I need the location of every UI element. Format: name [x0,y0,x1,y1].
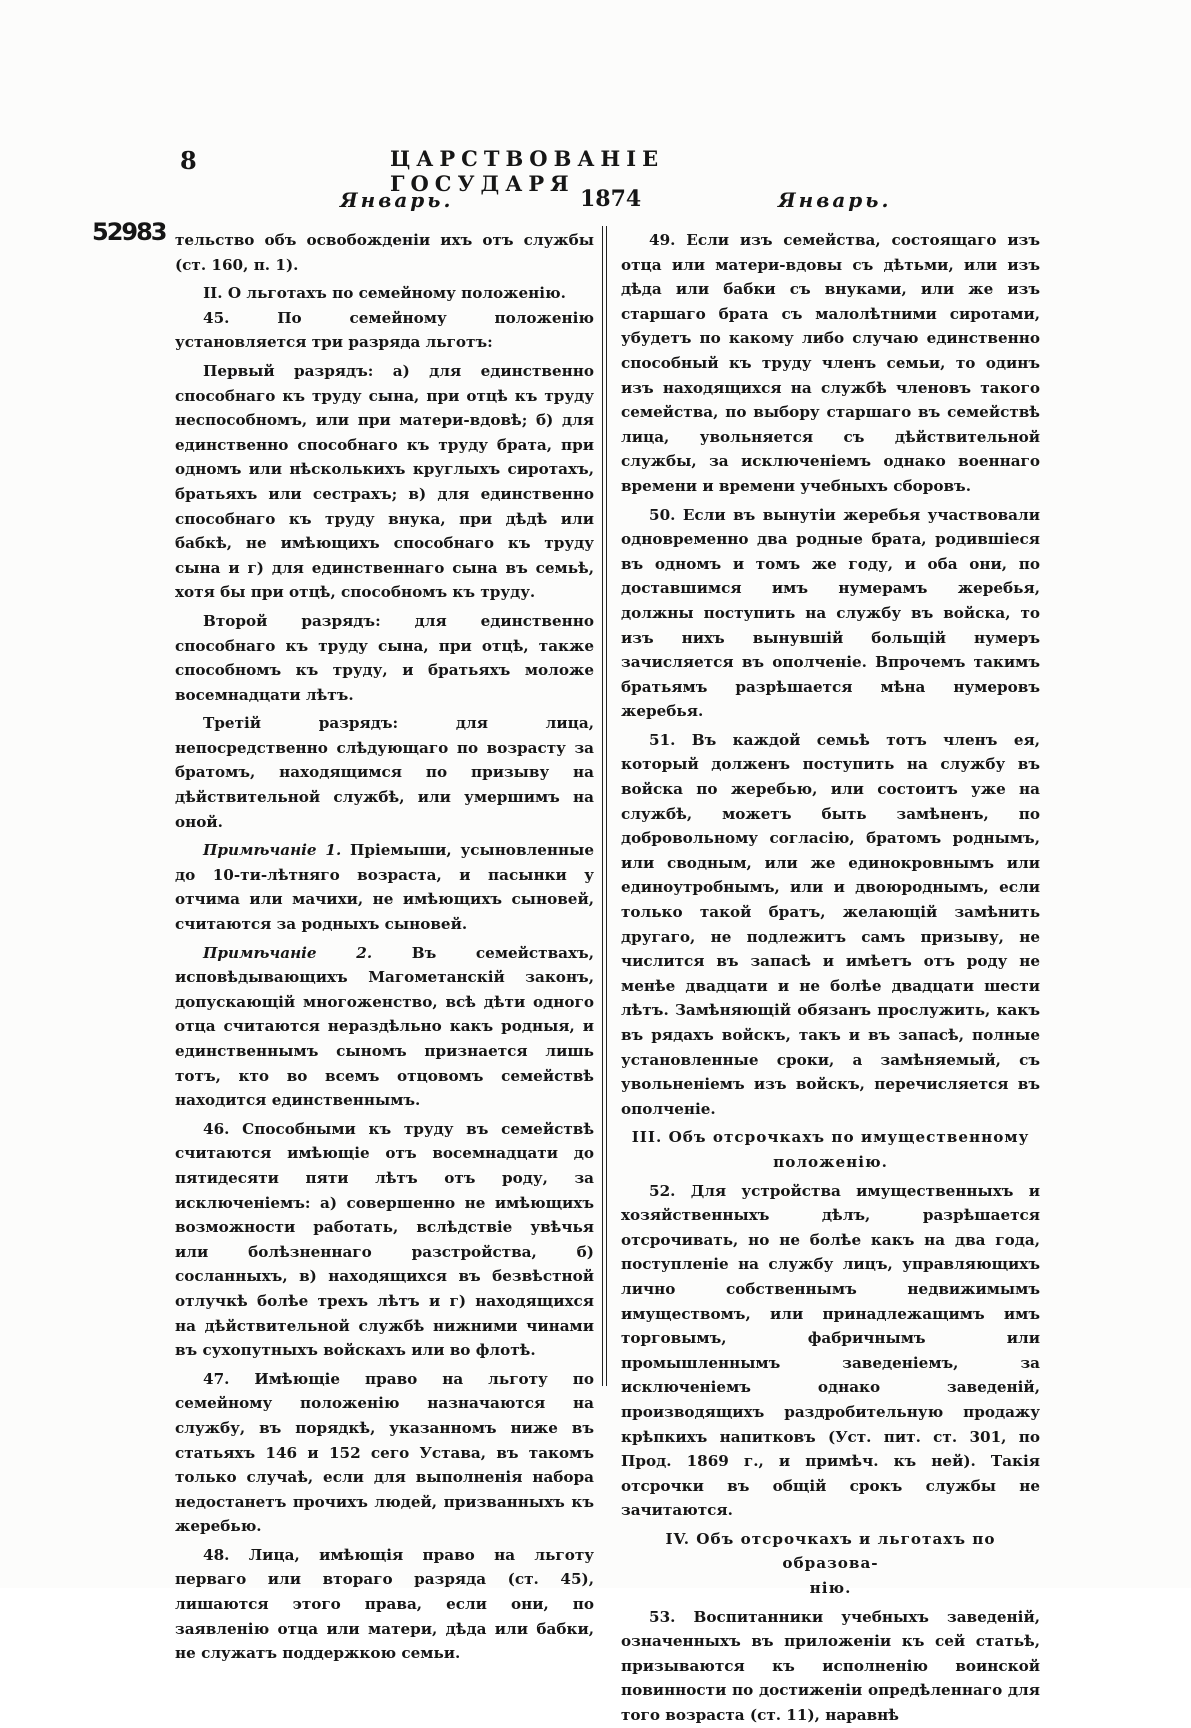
page-number: 8 [180,146,197,175]
year: 1874 [580,186,642,212]
section-heading-4-line-2: нію. [809,1579,852,1598]
note-1-label: Примѣчаніе 1. [203,841,342,860]
article-53: 53. Воспитанники учебныхъ заведеній, означенныхъ въ приложеніи къ сей статьѣ, призываются къ исполненію воинской повинности по достиженіи опредѣленнаго для того возраста (ст. 11), наравнѣ [621,1607,1040,1725]
month-right: Январь. [778,188,892,212]
article-46: 46. Способными къ труду въ семействѣ считаются имѣющіе отъ восемнадцати до пятидесяти пяти лѣтъ отъ роду, за исключеніемъ: а) совершенно не имѣющихъ возможности работать, вслѣдствіе увѣчья или болѣзненнаго разстройства, б) сосланныхъ, в) находящихся въ безвѣстной отлучкѣ болѣе трехъ лѣтъ и г) находящихся на дѣйствительной службѣ нижними чинами въ сухопутныхъ войскахъ или во флотѣ. [175,1119,594,1360]
section-heading-3-line-1: III. Объ отсрочкахъ по имущественному [631,1128,1030,1147]
article-45-third-category: Третій разрядъ: для лица, непосредственно слѣдующаго по возрасту за братомъ, находящимся по призыву на дѣйствительной службѣ, или умершимъ на оной. [175,714,594,831]
right-column [621,228,1040,1728]
article-52: 52. Для устройства имущественныхъ и хозяйственныхъ дѣлъ, разрѣшается отсрочивать, но не болѣе какъ на два года, поступленіе на службу лицъ, управляющихъ лично собственнымъ недвижимымъ имуществомъ, или принадлежащимъ имъ торговымъ, фабричнымъ или промышленнымъ заведеніемъ, за исключеніемъ однако заведеній, производящихъ раздробительную продажу крѣпкихъ напитковъ (Уст. пит. ст. 301, по Прод. 1869 г., и примѣч. къ ней). Такія отсрочки въ общій срокъ службы не зачитаются. [621,1181,1040,1520]
note-2 [175,941,594,1113]
article-45-first-category: Первый разрядъ: а) для единственно способнаго къ труду сына, при отцѣ къ труду неспособномъ, или при матери-вдовѣ; б) для единственно способнаго къ труду брата, при одномъ или нѣсколькихъ круглыхъ сиротахъ, братьяхъ или сестрахъ; в) для единственно способнаго къ труду внука, при дѣдѣ или бабкѣ, не имѣющихъ способнаго къ труду сына и г) для единственнаго сына въ семьѣ, хотя бы при отцѣ, способномъ къ труду. [175,361,594,602]
article-49: 49. Если изъ семейства, состоящаго изъ отца или матери-вдовы съ дѣтьми, или изъ дѣда или бабки съ внуками, или же изъ старшаго брата съ малолѣтними сиротами, убудетъ по какому либо случаю единственно способный къ труду членъ семьи, то одинъ изъ находящихся на службѣ членовъ такого семейства, по выбору старшаго въ семействѣ лица, увольняется съ дѣйствительной службы, за исключеніемъ однако военнаго времени и времени учебныхъ сборовъ. [621,231,1040,495]
date-line [180,188,1010,222]
article-45-second-category: Второй разрядъ: для единственно способнаго къ труду сына, при отцѣ, также способномъ къ труду, и братьяхъ моложе восемнадцати лѣтъ. [175,611,594,704]
column-divider [602,226,607,1386]
section-heading-2: II. О льготахъ по семейному положенію. [203,284,566,303]
month-left: Январь. [340,188,454,212]
article-48: 48. Лица, имѣющія право на льготу перваго или втораго разряда (ст. 45), лишаются этого права, если они, по заявленію отца или матери, дѣда или бабки, не служатъ поддержкою семьи. [175,1545,594,1663]
section-heading-3-line-2: положенію. [773,1152,888,1171]
article-45-intro: 45. По семейному положенію установляется три разряда льготъ: [175,308,594,352]
note-2-text: Въ семействахъ, исповѣдывающихъ Магометанскій законъ, допускающій многоженство, всѣ дѣти одного отца считаются нераздѣльно какъ родныя, и единственнымъ сыномъ признается лишь тотъ, кто во всемъ отцовомъ семействѣ находится единственнымъ. [175,943,594,1110]
article-50: 50. Если въ вынутіи жеребья участвовали одновременно два родные брата, родившіеся въ одномъ и томъ же году, и оба они, по доставшимся имъ нумерамъ жеребья, должны поступить на службу въ войска, то изъ нихъ вынувшій больщій нумеръ зачисляется въ ополченіе. Впрочемъ такимъ братьямъ разрѣшается мѣна нумеровъ жеребья. [621,505,1040,721]
running-head [180,146,820,196]
note-1-text: Пріемыши, усыновленные до 10-ти-лѣтняго возраста, и пасынки у отчима или мачихи, не имѣющихъ сыновей, считаются за родныхъ сыновей. [175,841,594,934]
section-heading-4-line-1: IV. Объ отсрочкахъ и льготахъ по образова- [665,1529,996,1573]
reign-title: ЦАРСТВОВАНІЕ ГОСУДАРЯ [390,146,665,196]
law-number: 52983 [92,218,166,246]
note-1 [175,838,594,936]
article-47: 47. Имѣющіе право на льготу по семейному положенію назначаются на службу, въ порядкѣ, указанномъ ниже въ статьяхъ 146 и 152 сего Устава, въ такомъ только случаѣ, если для выполненія набора недостанетъ прочихъ людей, призванныхъ къ жеребью. [175,1369,594,1536]
note-2-label: Примѣчаніе 2. [203,943,373,962]
continuation-text: тельство объ освобожденіи ихъ отъ службы (ст. 160, п. 1). [175,231,594,274]
left-column [175,228,594,1666]
article-51: 51. Въ каждой семьѣ тотъ членъ ея, который долженъ поступить на службу въ войска по жеребью, или состоитъ уже на службѣ, можетъ быть замѣненъ, по добровольному согласію, братомъ роднымъ, или сводным, или же единокровнымъ или единоутробнымъ, или и двоюроднымъ, если только такой братъ, желающій замѣнить другаго, не подлежитъ самъ призыву, не числится въ запасѣ и имѣетъ отъ роду не менѣе двадцати и не болѣе двадцати шести лѣтъ. Замѣняющій обязанъ прослужить, какъ въ рядахъ войскъ, такъ и въ запасѣ, полные установленные сроки, а замѣняемый, съ увольненіемъ изъ войскъ, перечисляется въ ополченіе. [621,730,1040,1118]
